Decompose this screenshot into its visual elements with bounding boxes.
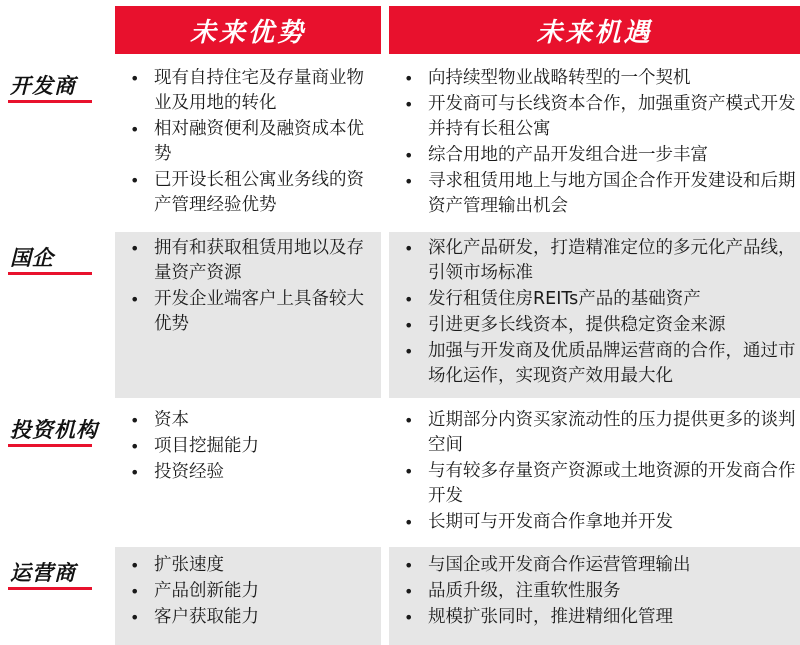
opportunities-cell bbox=[394, 408, 796, 536]
list-item: • 品质升级，注重软性服务 bbox=[404, 581, 621, 601]
row-label: 国企 bbox=[10, 245, 54, 270]
row-label: 投资机构 bbox=[10, 417, 98, 442]
list-item: • 投资经验 bbox=[130, 462, 224, 482]
list-item: • 规模扩张同时，推进精细化管理 bbox=[404, 607, 673, 627]
list-item: • 客户获取能力 bbox=[130, 607, 259, 627]
opportunities-cell bbox=[394, 66, 796, 220]
list-item: • 资本 bbox=[130, 410, 189, 430]
opportunities-cell bbox=[394, 553, 796, 631]
list-item: • 扩张速度 bbox=[130, 555, 224, 575]
list-item: • 向持续型物业战略转型的一个契机 bbox=[404, 68, 691, 88]
label-underline bbox=[8, 587, 92, 590]
list-item: • 开发商可与长线资本合作，加强重资产模式开发并持有长租公寓 bbox=[404, 94, 796, 139]
list-item: • 长期可与开发商合作拿地并开发 bbox=[404, 512, 673, 532]
advantages-cell bbox=[120, 553, 378, 631]
list-item: • 综合用地的产品开发组合进一步丰富 bbox=[404, 145, 708, 165]
opportunities-cell bbox=[394, 236, 796, 390]
list-item: • 开发企业端客户上具备较大优势 bbox=[130, 289, 364, 334]
row-developer bbox=[0, 60, 800, 230]
list-item: • 深化产品研发，打造精准定位的多元化产品线，引领市场标准 bbox=[404, 238, 796, 283]
list-item: • 已开设长租公寓业务线的资产管理经验优势 bbox=[130, 170, 364, 215]
list-item: • 与有较多存量资产资源或土地资源的开发商合作开发 bbox=[404, 461, 796, 506]
row-state-owned bbox=[0, 232, 800, 398]
header-future-advantages: 未来优势 bbox=[115, 6, 381, 54]
list-item: • 加强与开发商及优质品牌运营商的合作，通过市场化运作，实现资产效用最大化 bbox=[404, 341, 796, 386]
row-operators bbox=[0, 547, 800, 645]
label-underline bbox=[8, 444, 92, 447]
header-future-opportunities: 未来机遇 bbox=[389, 6, 800, 54]
list-item: • 与国企或开发商合作运营管理输出 bbox=[404, 555, 691, 575]
advantages-cell bbox=[120, 408, 378, 486]
list-item: • 拥有和获取租赁用地以及存量资产资源 bbox=[130, 238, 364, 283]
list-item: • 近期部分内资买家流动性的压力提供更多的谈判空间 bbox=[404, 410, 796, 455]
row-label: 开发商 bbox=[10, 73, 76, 98]
list-item: • 相对融资便利及融资成本优势 bbox=[130, 119, 364, 164]
list-item: • 寻求租赁用地上与地方国企合作开发建设和后期资产管理输出机会 bbox=[404, 171, 796, 216]
row-label: 运营商 bbox=[10, 560, 76, 585]
list-item: • 项目挖掘能力 bbox=[130, 436, 259, 456]
label-underline bbox=[8, 272, 92, 275]
table-header bbox=[0, 0, 800, 60]
list-item: • 发行租赁住房REITs产品的基础资产 bbox=[404, 289, 701, 309]
advantages-cell bbox=[120, 66, 378, 219]
list-item: • 引进更多长线资本，提供稳定资金来源 bbox=[404, 315, 726, 335]
list-item: • 现有自持住宅及存量商业物业及用地的转化 bbox=[130, 68, 364, 113]
label-underline bbox=[8, 100, 92, 103]
advantages-cell bbox=[120, 236, 378, 338]
row-investment-institutions bbox=[0, 400, 800, 545]
list-item: • 产品创新能力 bbox=[130, 581, 259, 601]
